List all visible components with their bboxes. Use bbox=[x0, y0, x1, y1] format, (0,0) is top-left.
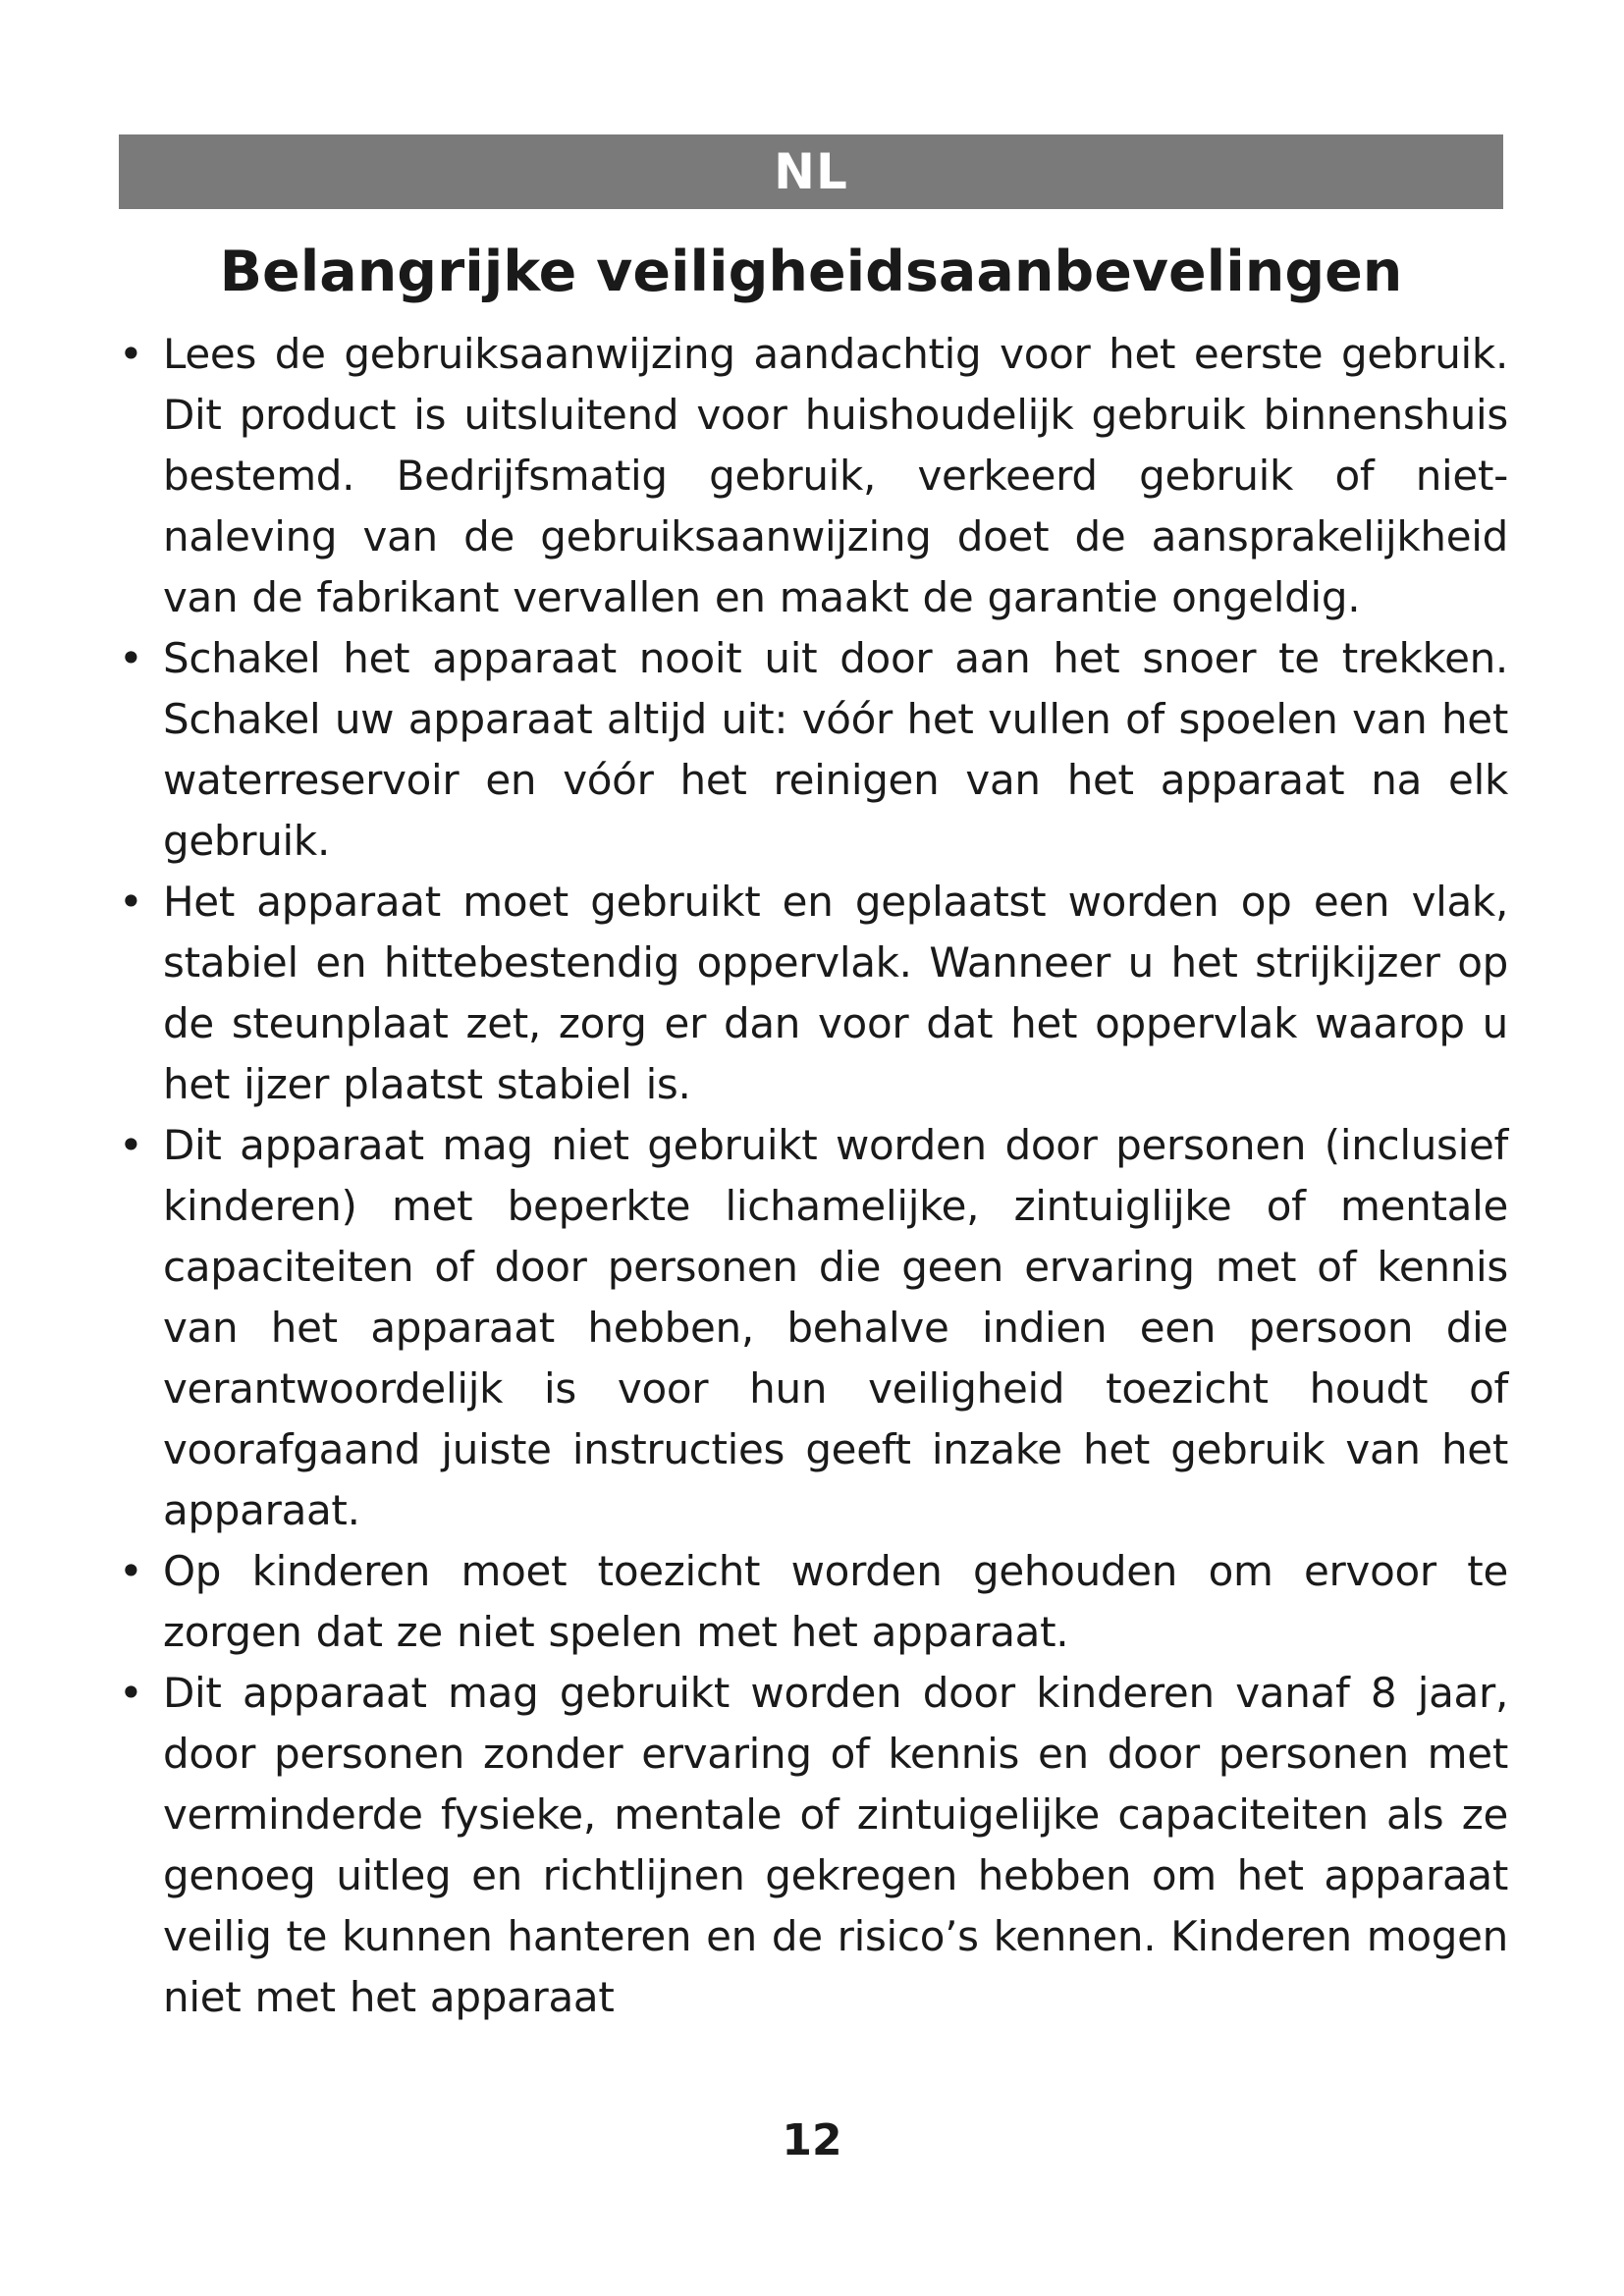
safety-recommendations-list bbox=[119, 324, 1533, 2028]
bullet-icon: • bbox=[119, 878, 143, 926]
bullet-icon: • bbox=[119, 634, 143, 682]
language-header-bar bbox=[119, 134, 1503, 209]
list-item bbox=[119, 1115, 1508, 1541]
list-item bbox=[119, 1541, 1508, 1663]
page-title: Belangrijke veiligheidsaanbevelingen bbox=[219, 240, 1403, 304]
list-item-text: Lees de gebruiksaanwijzing aandachtig voor het eerste gebruik. Dit product is uitsluitend voor huishoudelijk gebruik binnenshuis bestemd. Bedrijfsmatig gebruik, verkeerd gebruik of niet-naleving van de gebruiksaanwijzing doet de aansprakelijkheid van de fabrikant vervallen en maakt de garantie ongeldig. bbox=[163, 330, 1508, 621]
bullet-icon: • bbox=[119, 1669, 143, 1717]
bullet-icon: • bbox=[119, 1547, 143, 1595]
list-item bbox=[119, 872, 1508, 1115]
list-item-text: Dit apparaat mag niet gebruikt worden door personen (inclusief kinderen) met beperkte lichamelijke, zintuiglijke of mentale capaciteiten of door personen die geen ervaring met of kennis van het apparaat hebben, behalve indien een persoon die verantwoordelijk is voor hun veiligheid toezicht houdt of voorafgaand juiste instructies geeft inzake het gebruik van het apparaat. bbox=[163, 1121, 1508, 1534]
page-number: 12 bbox=[782, 2115, 842, 2165]
list-item bbox=[119, 324, 1508, 628]
list-item-text: Op kinderen moet toezicht worden gehouden om ervoor te zorgen dat ze niet spelen met het apparaat. bbox=[163, 1547, 1508, 1656]
bullet-icon: • bbox=[119, 1121, 143, 1169]
list-item bbox=[119, 628, 1508, 872]
list-item-text: Schakel het apparaat nooit uit door aan het snoer te trekken. Schakel uw apparaat altijd uit: vóór het vullen of spoelen van het waterreservoir en vóór het reinigen van het apparaat na elk gebruik. bbox=[163, 634, 1508, 865]
list-item bbox=[119, 1663, 1508, 2028]
language-code: NL bbox=[774, 143, 848, 200]
bullet-icon: • bbox=[119, 330, 143, 378]
list-item-text: Het apparaat moet gebruikt en geplaatst worden op een vlak, stabiel en hittebestendig oppervlak. Wanneer u het strijkijzer op de steunplaat zet, zorg er dan voor dat het oppervlak waarop u het ijzer plaatst stabiel is. bbox=[163, 878, 1508, 1108]
list-item-text: Dit apparaat mag gebruikt worden door kinderen vanaf 8 jaar, door personen zonder ervaring of kennis en door personen met verminderde fysieke, mentale of zintuigelijke capaciteiten als ze genoeg uitleg en richtlijnen gekregen hebben om het apparaat veilig te kunnen hanteren en de risico’s kennen. Kinderen mogen niet met het apparaat bbox=[163, 1669, 1508, 2021]
